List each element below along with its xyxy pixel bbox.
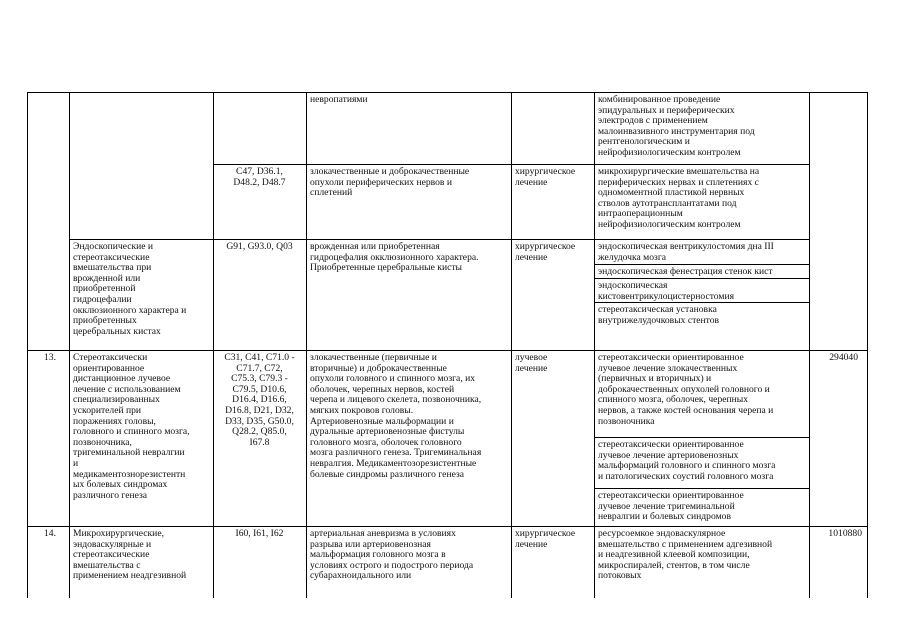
method-cell: стереотаксически ориентированное лучевое лечение артериовенозных мальформаций головного и спинного мозга и патологических соустий головного мозга: [598, 439, 776, 482]
care-type-cell: Эндоскопические и стереотаксические вмешательства при врожденной или приобретенной гидроцефалии окклюзионного характера и приобретенных церебральных кистах: [73, 241, 187, 337]
method-divider: [594, 437, 809, 438]
method-cell: комбинированное проведение эпидуральных и периферических электродов с применением малоинвазивного инструментария под рентгенологическим и нейрофизиологическим контролем: [598, 94, 755, 158]
method-divider: [594, 488, 809, 489]
disease-cell: невропатиями: [310, 94, 368, 105]
row-number-cell: 14.: [44, 528, 56, 539]
method-cell: ресурсоемкое эндоваскулярное вмешательство с применением адгезивной и неадгезивной клеевой композиции, микроспиралей, стентов, в том числе потоковых: [598, 528, 773, 582]
column-divider: [69, 92, 70, 598]
row-number-cell: 13.: [44, 352, 56, 363]
treatment-cell: лучевое лечение: [515, 352, 548, 374]
row-divider: [69, 239, 809, 240]
cost-cell: 294040: [829, 352, 858, 363]
column-divider: [306, 92, 307, 598]
method-cell: эндоскопическая фенестрация стенок кист: [598, 266, 773, 277]
method-cell: эндоскопическая кистовентрикулоцистерностомия: [598, 280, 735, 302]
table-left-border: [27, 92, 28, 598]
icd-codes-cell: I60, I61, I62: [235, 528, 284, 539]
treatment-cell: хирургическое лечение: [515, 166, 576, 188]
method-divider: [594, 278, 809, 279]
icd-codes-cell: C47, D36.1, D48.2, D48.7: [233, 166, 286, 188]
disease-cell: злокачественные и доброкачественные опухоли периферических нервов и сплетений: [310, 166, 470, 199]
method-cell: стереотаксически ориентированное лучевое лечение тригеминальной невралгии и болевых синдромов: [598, 490, 744, 523]
column-divider: [809, 92, 810, 598]
treatment-cell: хирургическое лечение: [515, 528, 576, 550]
care-type-cell: Микрохирургические, эндоваскулярные и стереотаксические вмешательства с применением неадгезивной: [73, 528, 187, 582]
method-divider: [594, 264, 809, 265]
icd-codes-cell: G91, G93.0, Q03: [226, 241, 293, 252]
care-type-cell: Стереотаксически ориентированное дистанционное лучевое лечение с использованием специализированных ускорителей при поражениях головы, головного и спинного мозга, позвоночника, тригеминальной невралгии и медикаментознорезистентн ых болевых синдромах различного генеза: [73, 352, 190, 501]
table-right-border: [867, 92, 868, 598]
method-cell: стереотаксическая установка внутрижелудочковых стентов: [598, 304, 720, 326]
table-top-border: [27, 92, 867, 93]
method-cell: эндоскопическая вентрикулостомия дна III желудочка мозга: [598, 241, 774, 263]
disease-cell: злокачественные (первичные и вторичные) и доброкачественные опухоли головного и спинного мозга, их оболочек, черепных нервов, костей черепа и лицевого скелета, позвоночника, мягких покровов головы. Артериовенозные мальформации и дуральные артериовенозные фистулы головного мозга, оболочек головного мозга различного генеза. Тригеминальная невралгия. Медикаментозорезистентные болевые синдромы различного генеза: [310, 352, 482, 480]
method-cell: микрохирургические вмешательства на периферических нервах и сплетениях с одномоментной пластикой нервных стволов аутотрансплантатами под интраоперационным нейрофизиологическим контролем: [598, 166, 760, 230]
method-cell: стереотаксически ориентированное лучевое лечение злокачественных (первичных и вторичных) и доброкачественных опухолей головного и спинного мозга, оболочек, черепных нервов, а также костей основания черепа и позвоночника: [598, 352, 774, 427]
row-divider: [27, 526, 867, 527]
column-divider: [511, 92, 512, 598]
column-divider: [594, 92, 595, 598]
disease-cell: артериальная аневризма в условиях разрыва или артериовенозная мальформация головного мозга в условиях острого и подострого периода субарахноидального или: [310, 528, 474, 582]
icd-codes-cell: C31, C41, C71.0 - C71.7, C72, C75.3, C79.3 - C79.5, D10.6, D16.4, D16.6, D16.8, D21, D32, D33, D35, G50.0, Q28.2, Q85.0, I67.8: [224, 352, 295, 448]
treatment-cell: хирургическое лечение: [515, 241, 576, 263]
row-divider: [27, 350, 867, 351]
cost-cell: 1010880: [828, 528, 862, 539]
disease-cell: врожденная или приобретенная гидроцефалия окклюзионного характера. Приобретенные церебральные кисты: [310, 241, 479, 274]
